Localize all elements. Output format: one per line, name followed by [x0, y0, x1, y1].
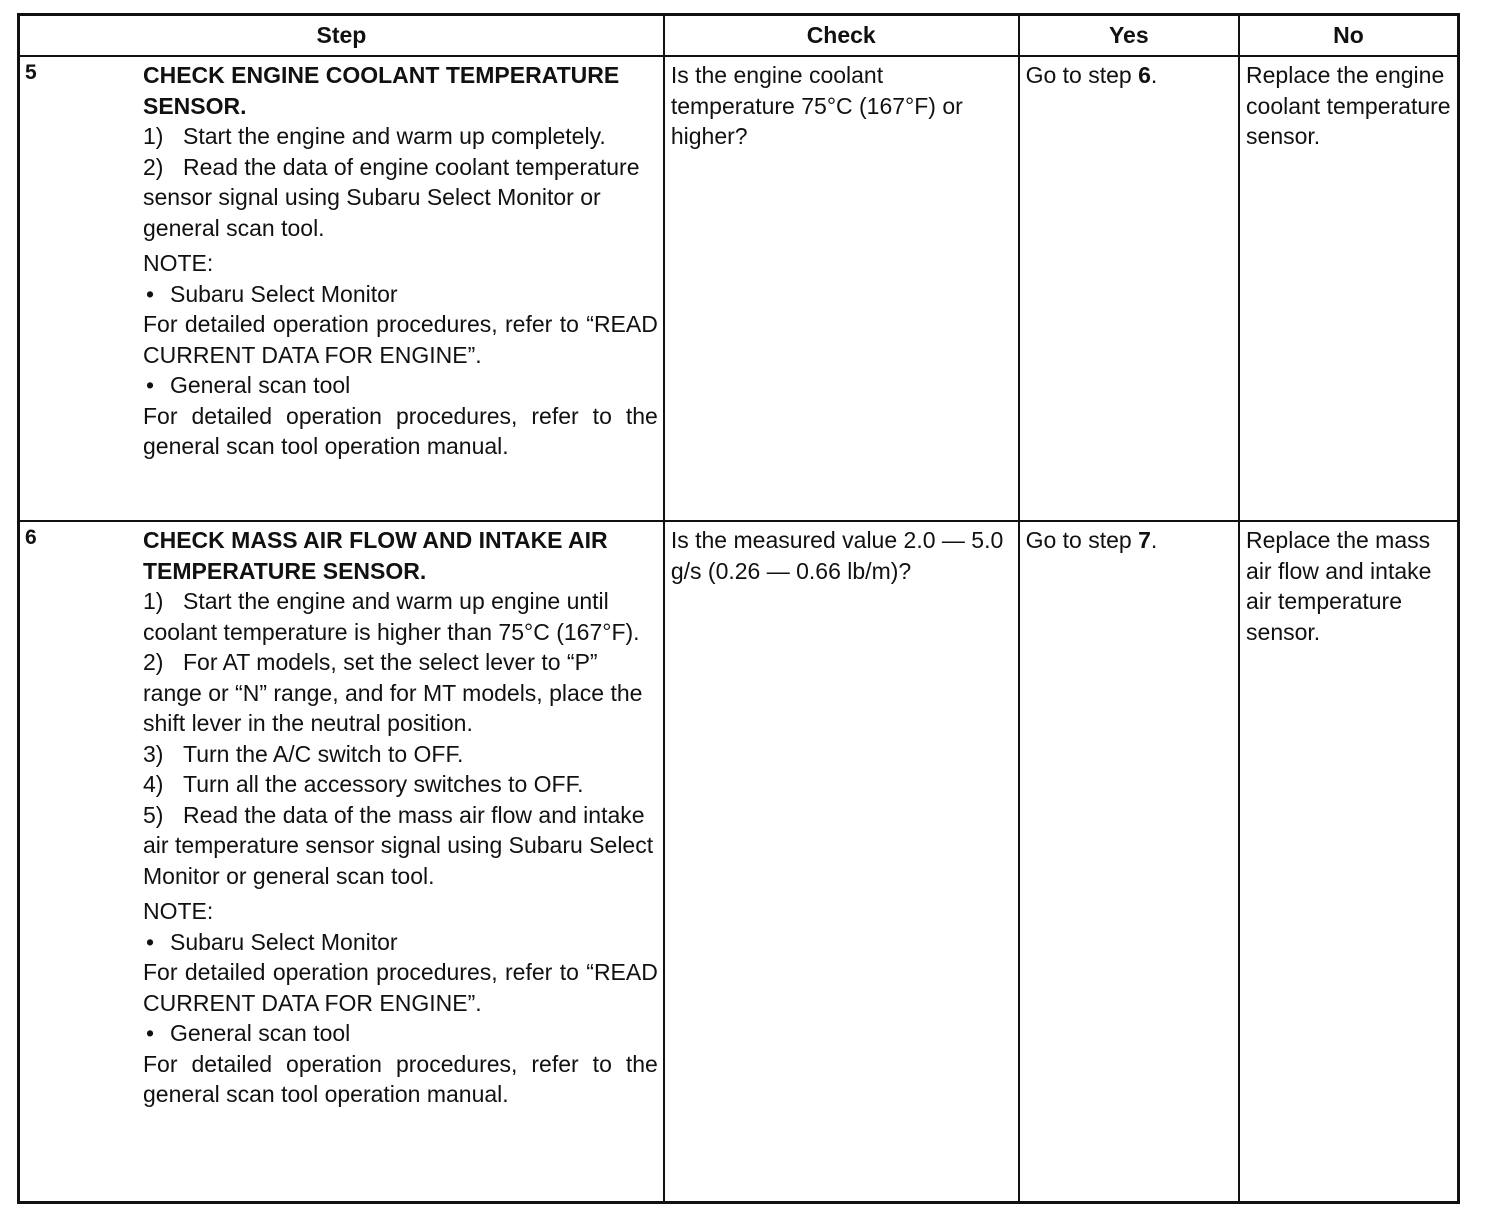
yes-suffix: .	[1150, 62, 1158, 88]
instruction-text: Read the data of the mass air flow and intake air temperature sensor signal using Subaru Select Monitor or general scan tool.	[143, 801, 654, 889]
check-text: Is the measured value 2.0 — 5.0 g/s (0.26 — 0.66 lb/m)?	[670, 527, 1004, 584]
table-row	[19, 521, 1459, 1203]
yes-prefix: Go to step	[1025, 62, 1139, 88]
header-no: No	[1239, 15, 1458, 57]
note-bullet	[143, 279, 658, 310]
bullet-text: Subaru Select Monitor	[170, 928, 398, 955]
table-header-row	[19, 15, 1459, 57]
bullet-icon: •	[146, 372, 155, 398]
step-instruction	[143, 769, 658, 800]
yes-cell	[1019, 56, 1239, 521]
note-bullet	[143, 1018, 658, 1049]
instruction-number: 1)	[143, 123, 164, 149]
note-text: For detailed operation procedures, refer to “READ CURRENT DATA FOR ENGINE”.	[143, 959, 658, 1016]
instruction-number: 3)	[143, 740, 164, 767]
note-text: For detailed operation procedures, refer to the general scan tool operation manual.	[143, 402, 658, 459]
yes-cell	[1019, 521, 1239, 1203]
step-instruction	[143, 152, 658, 244]
instruction-text: Start the engine and warm up engine until coolant temperature is higher than 75°C (167°F).	[143, 588, 640, 645]
yes-text	[1020, 522, 1238, 556]
check-text: Is the engine coolant temperature 75°C (167°F) or higher?	[670, 62, 963, 149]
note-text: For detailed operation procedures, refer to “READ CURRENT DATA FOR ENGINE”.	[143, 311, 658, 368]
diagnostic-table	[17, 13, 1460, 1204]
step-title: CHECK ENGINE COOLANT TEMPERATURE SENSOR.	[143, 62, 620, 119]
yes-suffix: .	[1150, 527, 1158, 553]
instruction-text: Turn all the accessory switches to OFF.	[183, 771, 584, 797]
note-bullet	[143, 927, 658, 958]
bullet-icon: •	[146, 1020, 155, 1046]
yes-step-number: 6	[1138, 62, 1151, 88]
step-instruction	[143, 647, 658, 739]
instruction-number: 4)	[143, 771, 164, 797]
instruction-text: For AT models, set the select lever to “P” range or “N” range, and for MT models, place the shift lever in the neutral position.	[143, 649, 643, 736]
yes-text	[1020, 57, 1238, 91]
instruction-text: Turn the A/C switch to OFF.	[183, 740, 464, 767]
step-instruction	[143, 121, 658, 152]
no-text: Replace the engine coolant temperature sensor.	[1246, 62, 1451, 149]
note-label: NOTE:	[143, 250, 214, 276]
bullet-text: General scan tool	[170, 1020, 351, 1046]
step-instruction	[143, 586, 658, 647]
instruction-number: 2)	[143, 649, 164, 675]
bullet-text: Subaru Select Monitor	[170, 280, 398, 307]
step-title: CHECK MASS AIR FLOW AND INTAKE AIR TEMPERATURE SENSOR.	[143, 527, 608, 584]
note-label: NOTE:	[143, 898, 214, 924]
instruction-text: Read the data of engine coolant temperature sensor signal using Subaru Select Monitor or general scan tool.	[143, 153, 640, 241]
header-check: Check	[664, 15, 1019, 57]
step-instruction	[143, 739, 658, 770]
no-text: Replace the mass air flow and intake air temperature sensor.	[1246, 527, 1432, 645]
no-cell	[1239, 521, 1458, 1203]
instruction-number: 2)	[143, 153, 164, 180]
instruction-text: Start the engine and warm up completely.	[183, 123, 606, 149]
bullet-icon: •	[146, 928, 155, 955]
header-step: Step	[19, 15, 664, 57]
no-cell	[1239, 56, 1458, 521]
bullet-icon: •	[146, 280, 155, 307]
check-cell	[664, 521, 1019, 1203]
header-yes: Yes	[1019, 15, 1239, 57]
instruction-number: 1)	[143, 588, 164, 614]
step-cell	[19, 521, 664, 1203]
yes-prefix: Go to step	[1025, 527, 1139, 553]
step-body	[143, 57, 658, 462]
table-row	[19, 56, 1459, 521]
note-text: For detailed operation procedures, refer to the general scan tool operation manual.	[143, 1050, 658, 1107]
yes-step-number: 7	[1138, 527, 1151, 553]
step-number: 6	[25, 526, 37, 549]
check-cell	[664, 56, 1019, 521]
step-number: 5	[25, 61, 37, 84]
bullet-text: General scan tool	[170, 372, 351, 398]
step-body	[143, 522, 658, 1110]
instruction-number: 5)	[143, 801, 164, 828]
step-instruction	[143, 800, 658, 892]
step-cell	[19, 56, 664, 521]
note-bullet	[143, 370, 658, 401]
